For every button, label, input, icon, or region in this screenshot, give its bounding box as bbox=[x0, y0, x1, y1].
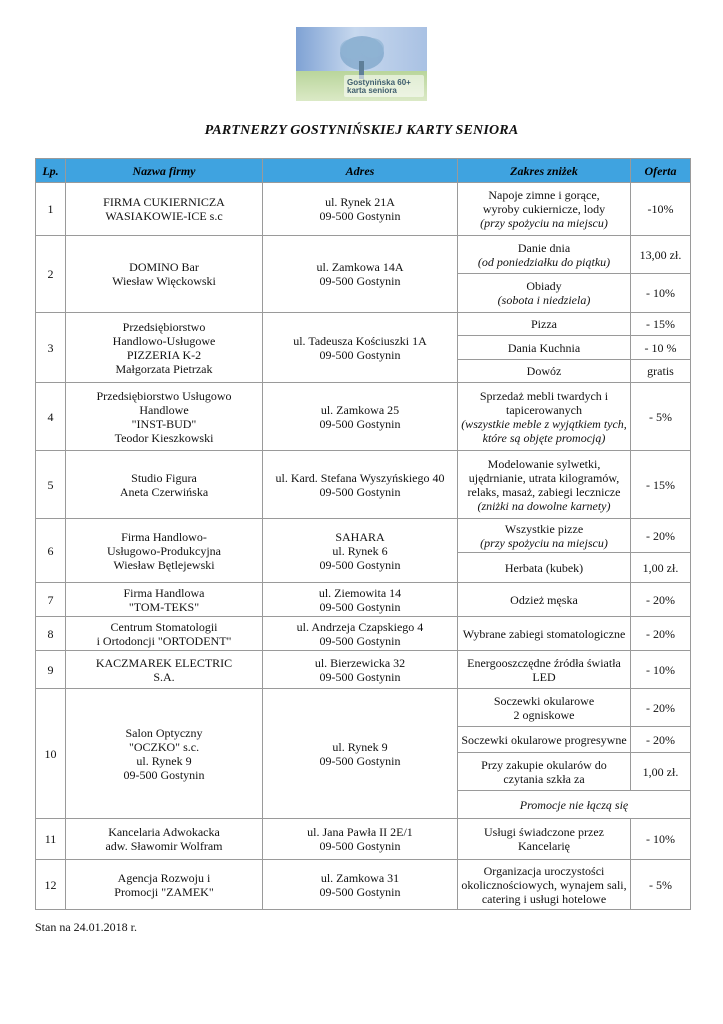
cell-address bbox=[263, 383, 458, 451]
cell-offer: - 20% bbox=[631, 583, 691, 617]
header-lp: Lp. bbox=[36, 159, 66, 183]
cell-promo-note: Promocje nie łączą się bbox=[458, 791, 691, 819]
cell-address bbox=[263, 236, 458, 313]
cell-text: ul. Ziemowita 14 bbox=[318, 585, 402, 600]
cell-text: Handlowo-Usługowe bbox=[112, 333, 216, 348]
cell-text: Wybrane zabiegi stomatologiczne bbox=[462, 626, 626, 641]
cell-text: i Ortodoncji "ORTODENT" bbox=[96, 633, 232, 648]
cell-text: SAHARA bbox=[335, 529, 385, 544]
cell-discount-scope bbox=[458, 274, 631, 313]
cell-company-name bbox=[66, 689, 263, 819]
cell-text: adw. Sławomir Wolfram bbox=[105, 839, 223, 853]
cell-lp: 5 bbox=[36, 451, 66, 519]
cell-text: 09-500 Gostynin bbox=[319, 484, 401, 499]
table-row bbox=[36, 313, 691, 336]
cell-lp: 9 bbox=[36, 651, 66, 689]
cell-offer: - 10 % bbox=[631, 336, 691, 360]
table-row bbox=[36, 583, 691, 617]
cell-text: ul. Tadeusza Kościuszki 1A bbox=[293, 333, 427, 348]
cell-address bbox=[263, 451, 458, 519]
cell-text: Napoje zimne i gorące, bbox=[488, 188, 600, 202]
cell-text: Aneta Czerwińska bbox=[119, 484, 209, 499]
table-row bbox=[36, 451, 691, 519]
cell-company-name bbox=[66, 651, 263, 689]
cell-text: ul. Rynek 9 bbox=[136, 753, 192, 768]
cell-text: Modelowanie sylwetki, bbox=[487, 456, 601, 471]
cell-text: Kancelarię bbox=[518, 839, 570, 853]
cell-lp: 6 bbox=[36, 519, 66, 583]
cell-text: Usługowo-Produkcyjna bbox=[107, 543, 221, 558]
cell-text: ul. Bierzewicka 32 bbox=[314, 655, 406, 670]
cell-discount-scope bbox=[458, 183, 631, 236]
cell-text: Przedsiębiorstwo Usługowo bbox=[96, 388, 232, 403]
cell-text: Odzież męska bbox=[510, 592, 578, 607]
cell-text: Małgorzata Pietrzak bbox=[115, 361, 213, 376]
cell-discount-scope bbox=[458, 727, 631, 753]
table-row bbox=[36, 860, 691, 910]
cell-text: WASIAKOWIE-ICE s.c bbox=[105, 209, 223, 223]
cell-text: 09-500 Gostynin bbox=[319, 274, 401, 288]
cell-text: tapicerowanych bbox=[506, 402, 582, 417]
cell-text: Dowóz bbox=[526, 364, 562, 378]
cell-offer: 1,00 zł. bbox=[631, 753, 691, 791]
cell-lp: 3 bbox=[36, 313, 66, 383]
cell-text: Przedsiębiorstwo bbox=[122, 319, 206, 334]
cell-text: 2 ogniskowe bbox=[513, 707, 575, 722]
table-body bbox=[36, 183, 691, 910]
cell-note: (wszystkie meble z wyjątkiem tych, które są objęte promocją) bbox=[461, 416, 627, 445]
table-row bbox=[36, 183, 691, 236]
cell-text: ul. Jana Pawła II 2E/1 bbox=[307, 825, 413, 839]
cell-text: 09-500 Gostynin bbox=[319, 416, 401, 431]
cell-discount-scope bbox=[458, 753, 631, 791]
header-name: Nazwa firmy bbox=[66, 159, 263, 183]
cell-discount-scope bbox=[458, 236, 631, 274]
cell-lp: 4 bbox=[36, 383, 66, 451]
cell-text: Danie dnia bbox=[517, 240, 571, 255]
cell-text: Soczewki okularowe progresywne bbox=[461, 732, 627, 747]
cell-company-name bbox=[66, 617, 263, 651]
cell-text: catering i usługi hotelowe bbox=[481, 891, 607, 906]
logo-brand-line2: karta seniora bbox=[347, 86, 397, 95]
cell-note: (sobota i niedziela) bbox=[497, 293, 591, 307]
cell-offer: - 20% bbox=[631, 689, 691, 727]
cell-text: relaks, masaż, zabiegi lecznicze bbox=[467, 484, 621, 499]
cell-offer: 1,00 zł. bbox=[631, 553, 691, 583]
cell-discount-scope bbox=[458, 519, 631, 553]
cell-text: Promocji "ZAMEK" bbox=[114, 884, 214, 899]
cell-company-name bbox=[66, 583, 263, 617]
cell-text: Organizacja uroczystości bbox=[483, 863, 605, 878]
cell-lp: 10 bbox=[36, 689, 66, 819]
cell-lp: 8 bbox=[36, 617, 66, 651]
cell-text: 09-500 Gostynin bbox=[319, 753, 401, 768]
table-row bbox=[36, 617, 691, 651]
page-title: PARTNERZY GOSTYNIŃSKIEJ KARTY SENIORA bbox=[204, 123, 519, 138]
cell-text: Salon Optyczny bbox=[125, 725, 203, 740]
cell-address bbox=[263, 583, 458, 617]
header-scope: Zakres zniżek bbox=[458, 159, 631, 183]
table-row bbox=[36, 383, 691, 451]
table-row bbox=[36, 651, 691, 689]
cell-text: ul. Kard. Stefana Wyszyńskiego 40 bbox=[275, 470, 445, 485]
cell-note: (zniżki na dowolne karnety) bbox=[477, 498, 611, 513]
cell-discount-scope bbox=[458, 336, 631, 360]
cell-text: 09-500 Gostynin bbox=[319, 633, 401, 648]
cell-text: Firma Handlowa bbox=[123, 585, 205, 600]
cell-text: FIRMA CUKIERNICZA bbox=[103, 195, 225, 209]
cell-text: 09-500 Gostynin bbox=[319, 839, 401, 853]
cell-text: czytania szkła za bbox=[503, 771, 585, 786]
cell-address bbox=[263, 519, 458, 583]
cell-address bbox=[263, 860, 458, 910]
cell-text: Wszystkie pizze bbox=[504, 521, 584, 536]
cell-text: "OCZKO" s.c. bbox=[128, 739, 200, 754]
cell-text: Studio Figura bbox=[131, 470, 197, 485]
cell-text: Wiesław Więckowski bbox=[112, 274, 216, 288]
cell-offer: - 20% bbox=[631, 727, 691, 753]
cell-company-name bbox=[66, 819, 263, 860]
cell-text: Przy zakupie okularów do bbox=[481, 757, 607, 772]
cell-offer: - 10% bbox=[631, 819, 691, 860]
status-date: Stan na 24.01.2018 r. bbox=[35, 920, 137, 934]
table-header-row bbox=[36, 159, 691, 183]
cell-company-name bbox=[66, 451, 263, 519]
cell-text: LED bbox=[532, 669, 556, 684]
cell-text: ul. Rynek 6 bbox=[332, 543, 388, 558]
cell-text: Dania Kuchnia bbox=[507, 340, 581, 355]
cell-text: Centrum Stomatologii bbox=[110, 619, 218, 634]
cell-offer: - 5% bbox=[631, 860, 691, 910]
cell-text: Obiady bbox=[526, 279, 562, 293]
cell-lp: 2 bbox=[36, 236, 66, 313]
cell-text: Usługi świadczone przez bbox=[484, 825, 604, 839]
cell-address bbox=[263, 183, 458, 236]
cell-text: "TOM-TEKS" bbox=[128, 599, 200, 614]
cell-text: 09-500 Gostynin bbox=[319, 669, 401, 684]
cell-address bbox=[263, 819, 458, 860]
cell-text: 09-500 Gostynin bbox=[319, 209, 401, 223]
cell-text: Soczewki okularowe bbox=[493, 693, 595, 708]
cell-company-name bbox=[66, 236, 263, 313]
cell-text: DOMINO Bar bbox=[129, 260, 199, 274]
cell-lp: 7 bbox=[36, 583, 66, 617]
cell-text: Handlowe bbox=[139, 402, 189, 417]
cell-text: ul. Zamkowa 14A bbox=[316, 260, 404, 274]
cell-discount-scope bbox=[458, 651, 631, 689]
cell-text: 09-500 Gostynin bbox=[319, 884, 401, 899]
cell-discount-scope bbox=[458, 451, 631, 519]
cell-text: Agencja Rozwoju i bbox=[117, 870, 211, 885]
cell-text: Wiesław Bętlejewski bbox=[113, 557, 215, 572]
cell-offer: - 10% bbox=[631, 274, 691, 313]
cell-text: Herbata (kubek) bbox=[504, 560, 584, 575]
cell-offer: - 20% bbox=[631, 617, 691, 651]
cell-text: Sprzedaż mebli twardych i bbox=[479, 388, 609, 403]
cell-address bbox=[263, 313, 458, 383]
cell-discount-scope bbox=[458, 360, 631, 383]
cell-text: Energooszczędne źródła światła bbox=[467, 655, 621, 670]
cell-offer: - 5% bbox=[631, 383, 691, 451]
karta-seniora-logo bbox=[296, 27, 427, 101]
table-row bbox=[36, 519, 691, 553]
cell-note: (od poniedziałku do piątku) bbox=[477, 254, 611, 269]
cell-lp: 1 bbox=[36, 183, 66, 236]
cell-text: ul. Rynek 21A bbox=[325, 195, 395, 209]
partners-table bbox=[35, 158, 691, 910]
cell-text: 09-500 Gostynin bbox=[319, 599, 401, 614]
cell-text: ujędrnianie, utrata kilogramów, bbox=[468, 470, 620, 485]
cell-text: Pizza bbox=[531, 317, 557, 331]
cell-text: Kancelaria Adwokacka bbox=[108, 825, 220, 839]
cell-text: ul. Zamkowa 31 bbox=[320, 870, 400, 885]
cell-address bbox=[263, 651, 458, 689]
cell-address bbox=[263, 689, 458, 819]
cell-text: Firma Handlowo- bbox=[121, 529, 207, 544]
cell-text: wyroby cukiernicze, lody bbox=[482, 202, 606, 216]
cell-discount-scope bbox=[458, 313, 631, 336]
cell-offer: - 20% bbox=[631, 519, 691, 553]
cell-text: KACZMAREK ELECTRIC bbox=[95, 655, 233, 670]
cell-company-name bbox=[66, 183, 263, 236]
table-row bbox=[36, 236, 691, 274]
cell-offer: gratis bbox=[631, 360, 691, 383]
cell-discount-scope bbox=[458, 553, 631, 583]
cell-text: ul. Rynek 9 bbox=[332, 739, 388, 754]
cell-offer: 13,00 zł. bbox=[631, 236, 691, 274]
header-offer: Oferta bbox=[631, 159, 691, 183]
logo-brand-line1: Gostynińska 60+ bbox=[347, 78, 411, 87]
cell-discount-scope bbox=[458, 583, 631, 617]
cell-text: "INST-BUD" bbox=[131, 416, 197, 431]
cell-company-name bbox=[66, 860, 263, 910]
header-address: Adres bbox=[263, 159, 458, 183]
cell-discount-scope bbox=[458, 860, 631, 910]
cell-offer: - 15% bbox=[631, 313, 691, 336]
cell-text: Teodor Kieszkowski bbox=[114, 430, 214, 445]
table-row bbox=[36, 689, 691, 727]
cell-offer: - 10% bbox=[631, 651, 691, 689]
table-row bbox=[36, 819, 691, 860]
cell-text: PIZZERIA K-2 bbox=[126, 347, 202, 362]
cell-lp: 11 bbox=[36, 819, 66, 860]
cell-company-name bbox=[66, 519, 263, 583]
cell-company-name bbox=[66, 383, 263, 451]
cell-text: 09-500 Gostynin bbox=[319, 347, 401, 362]
cell-discount-scope bbox=[458, 383, 631, 451]
cell-lp: 12 bbox=[36, 860, 66, 910]
cell-note: (przy spożyciu na miejscu) bbox=[480, 216, 608, 230]
cell-text: ul. Zamkowa 25 bbox=[320, 402, 400, 417]
cell-company-name bbox=[66, 313, 263, 383]
cell-address bbox=[263, 617, 458, 651]
cell-discount-scope bbox=[458, 617, 631, 651]
cell-offer: -10% bbox=[631, 183, 691, 236]
cell-discount-scope bbox=[458, 689, 631, 727]
cell-text: ul. Andrzeja Czapskiego 4 bbox=[296, 619, 424, 634]
cell-offer: - 15% bbox=[631, 451, 691, 519]
cell-note: (przy spożyciu na miejscu) bbox=[480, 535, 608, 550]
cell-discount-scope bbox=[458, 819, 631, 860]
cell-text: S.A. bbox=[153, 669, 175, 684]
cell-text: okolicznościowych, wynajem sali, bbox=[461, 877, 627, 892]
cell-text: 09-500 Gostynin bbox=[123, 767, 205, 782]
cell-text: 09-500 Gostynin bbox=[319, 557, 401, 572]
